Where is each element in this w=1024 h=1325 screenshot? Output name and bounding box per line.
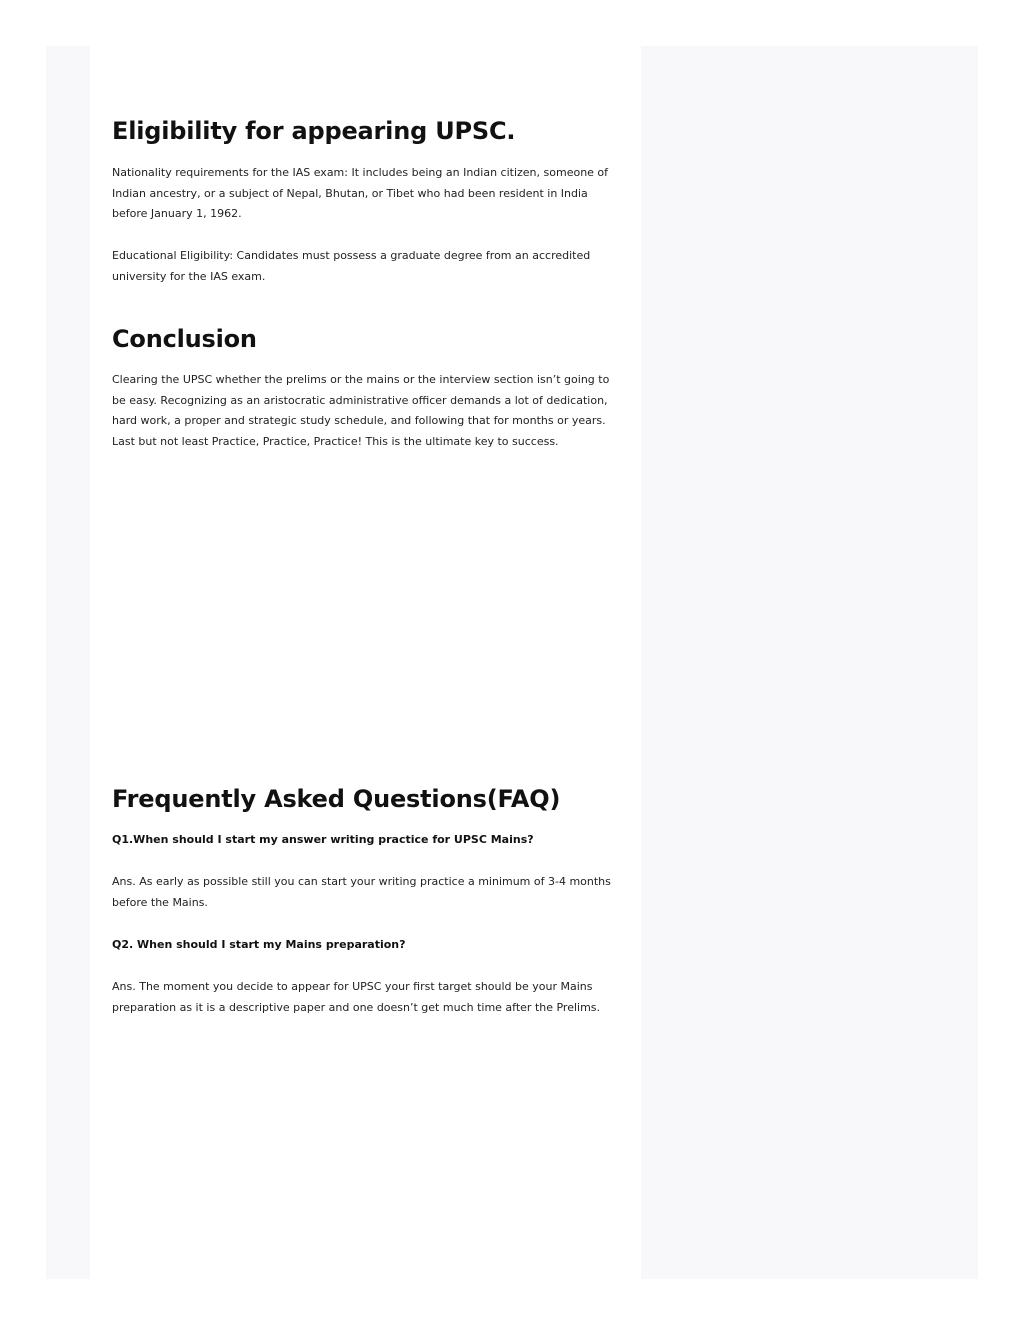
- conclusion-paragraph: Clearing the UPSC whether the prelims or the mains or the interview section isn’t going to be easy. Recognizing as an aristocratic administrative officer demands a lot of dedication, hard work, a proper and strategic study schedule, and following that for months or years. Last but not least Practice, Practice, Practice! This is the ultimate key to success.: [112, 373, 610, 448]
- eligibility-nationality-block: [112, 163, 622, 225]
- faq-section: [112, 784, 622, 814]
- faq-item-2-question-block: [112, 935, 622, 956]
- conclusion-block: [112, 370, 622, 452]
- article-content: [90, 46, 641, 1279]
- eligibility-education-block: [112, 246, 622, 287]
- eligibility-education-paragraph: Educational Eligibility: Candidates must possess a graduate degree from an accredited university for the IAS exam.: [112, 249, 591, 283]
- eligibility-section: [112, 116, 622, 146]
- faq-question: Q1.When should I start my answer writing practice for UPSC Mains?: [112, 833, 534, 846]
- conclusion-heading: Conclusion: [112, 325, 257, 353]
- faq-answer: Ans. The moment you decide to appear for UPSC your first target should be your Mains preparation as it is a descriptive paper and one doesn’t get much time after the Prelims.: [112, 980, 601, 1014]
- faq-question: Q2. When should I start my Mains preparation?: [112, 938, 406, 951]
- faq-heading: Frequently Asked Questions(FAQ): [112, 785, 561, 813]
- faq-item-1-question-block: [112, 830, 622, 851]
- faq-answer: Ans. As early as possible still you can start your writing practice a minimum of 3-4 months before the Mains.: [112, 875, 611, 909]
- left-gutter: [46, 46, 90, 1279]
- conclusion-section: [112, 324, 622, 354]
- eligibility-heading: Eligibility for appearing UPSC.: [112, 117, 516, 145]
- eligibility-nationality-paragraph: Nationality requirements for the IAS exam: It includes being an Indian citizen, someone of Indian ancestry, or a subject of Nepal, Bhutan, or Tibet who had been resident in India before January 1, 1962.: [112, 166, 609, 220]
- faq-item-2-answer-block: [112, 977, 622, 1018]
- faq-item-1-answer-block: [112, 872, 622, 913]
- sidebar-panel: [641, 46, 978, 1279]
